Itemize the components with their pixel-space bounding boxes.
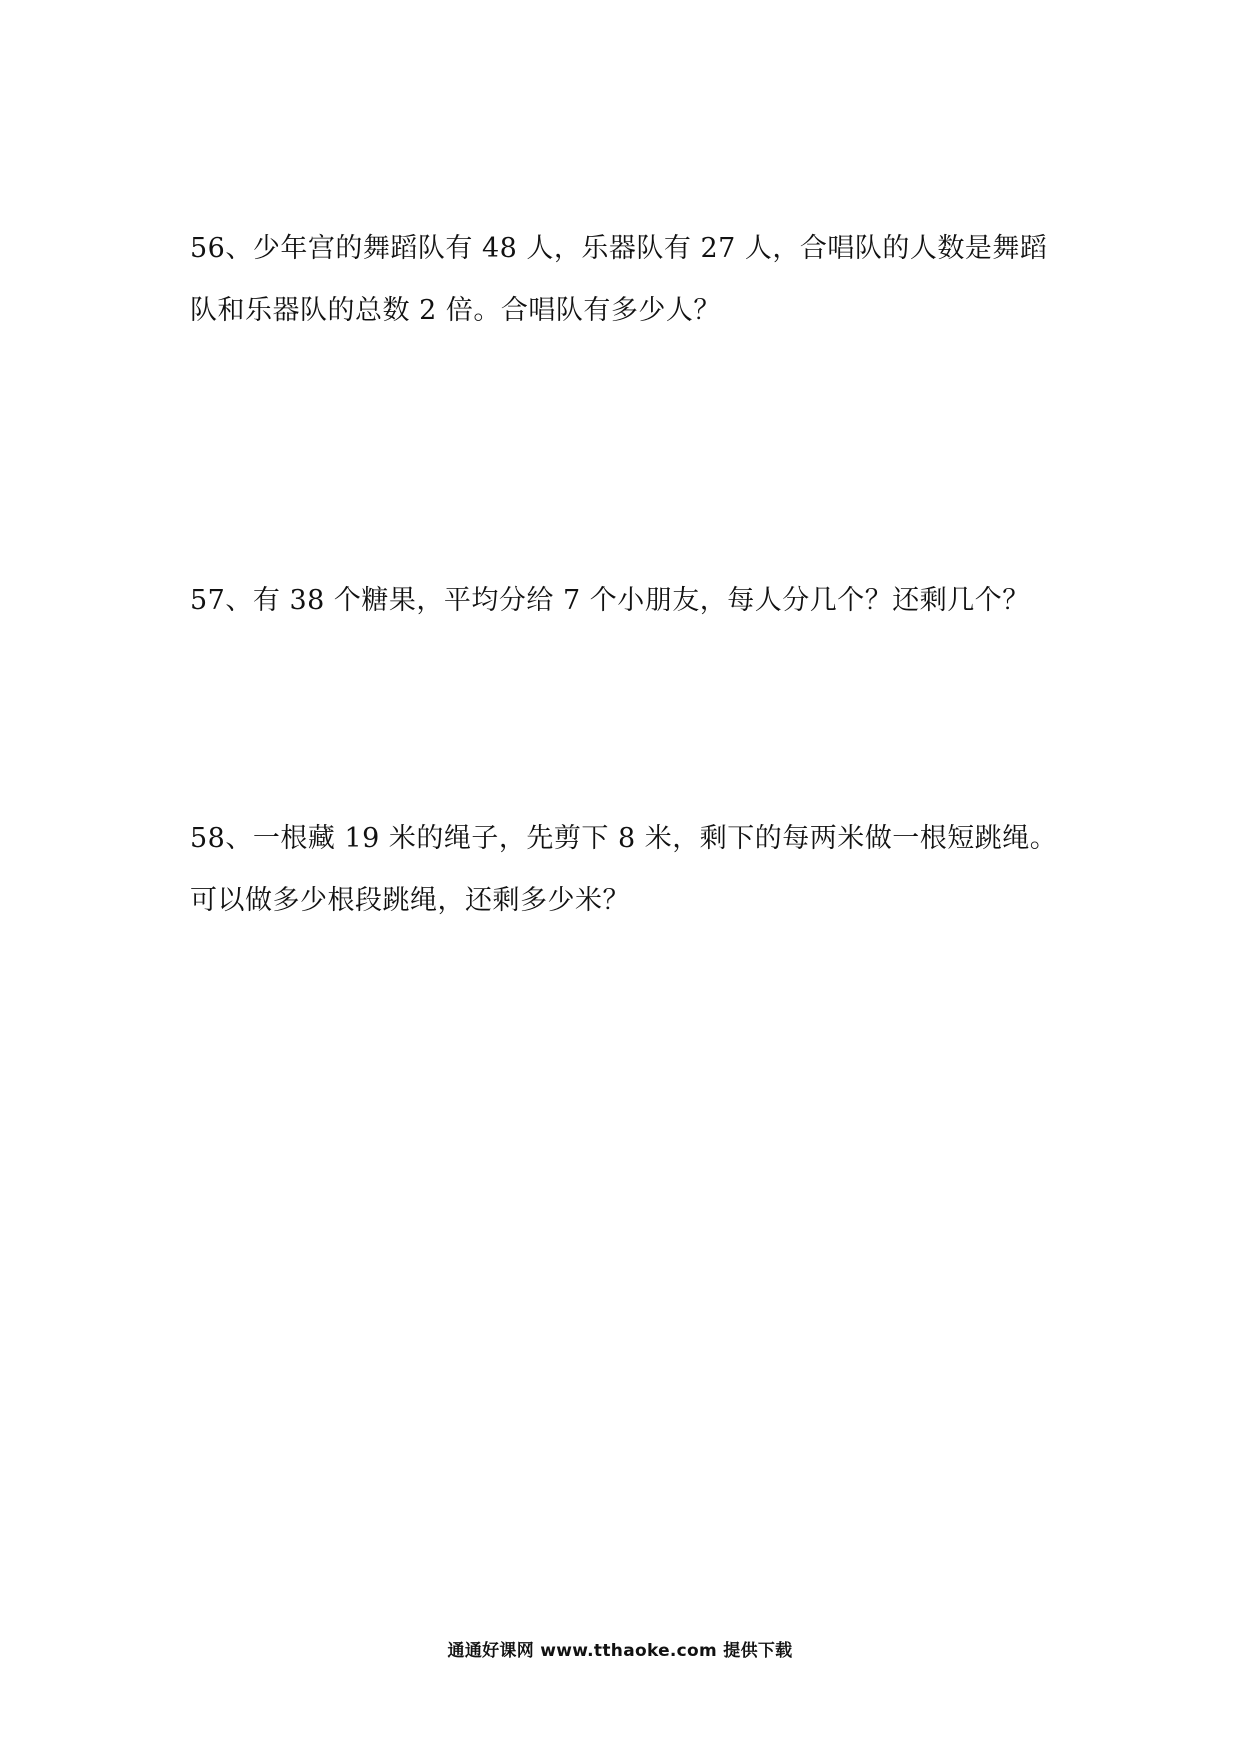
page-footer: 通通好课网 www.tthaoke.com 提供下载: [447, 1641, 793, 1661]
problem-56: [190, 218, 1070, 342]
problem-58-line-2: 可以做多少根段跳绳，还剩多少米？: [190, 885, 630, 916]
problem-57: [190, 570, 1070, 632]
problem-56-line-1: 56、少年宫的舞蹈队有 48 人，乐器队有 27 人，合唱队的人数是舞蹈: [190, 233, 1048, 264]
problem-58: [190, 808, 1070, 932]
problem-57-line-1: 57、有 38 个糖果，平均分给 7 个小朋友，每人分几个？还剩几个？: [190, 585, 1030, 616]
problem-58-line-1: 58、一根藏 19 米的绳子，先剪下 8 米，剩下的每两米做一根短跳绳。: [190, 823, 1058, 854]
problem-56-line-2: 队和乐器队的总数 2 倍。合唱队有多少人？: [190, 295, 721, 326]
